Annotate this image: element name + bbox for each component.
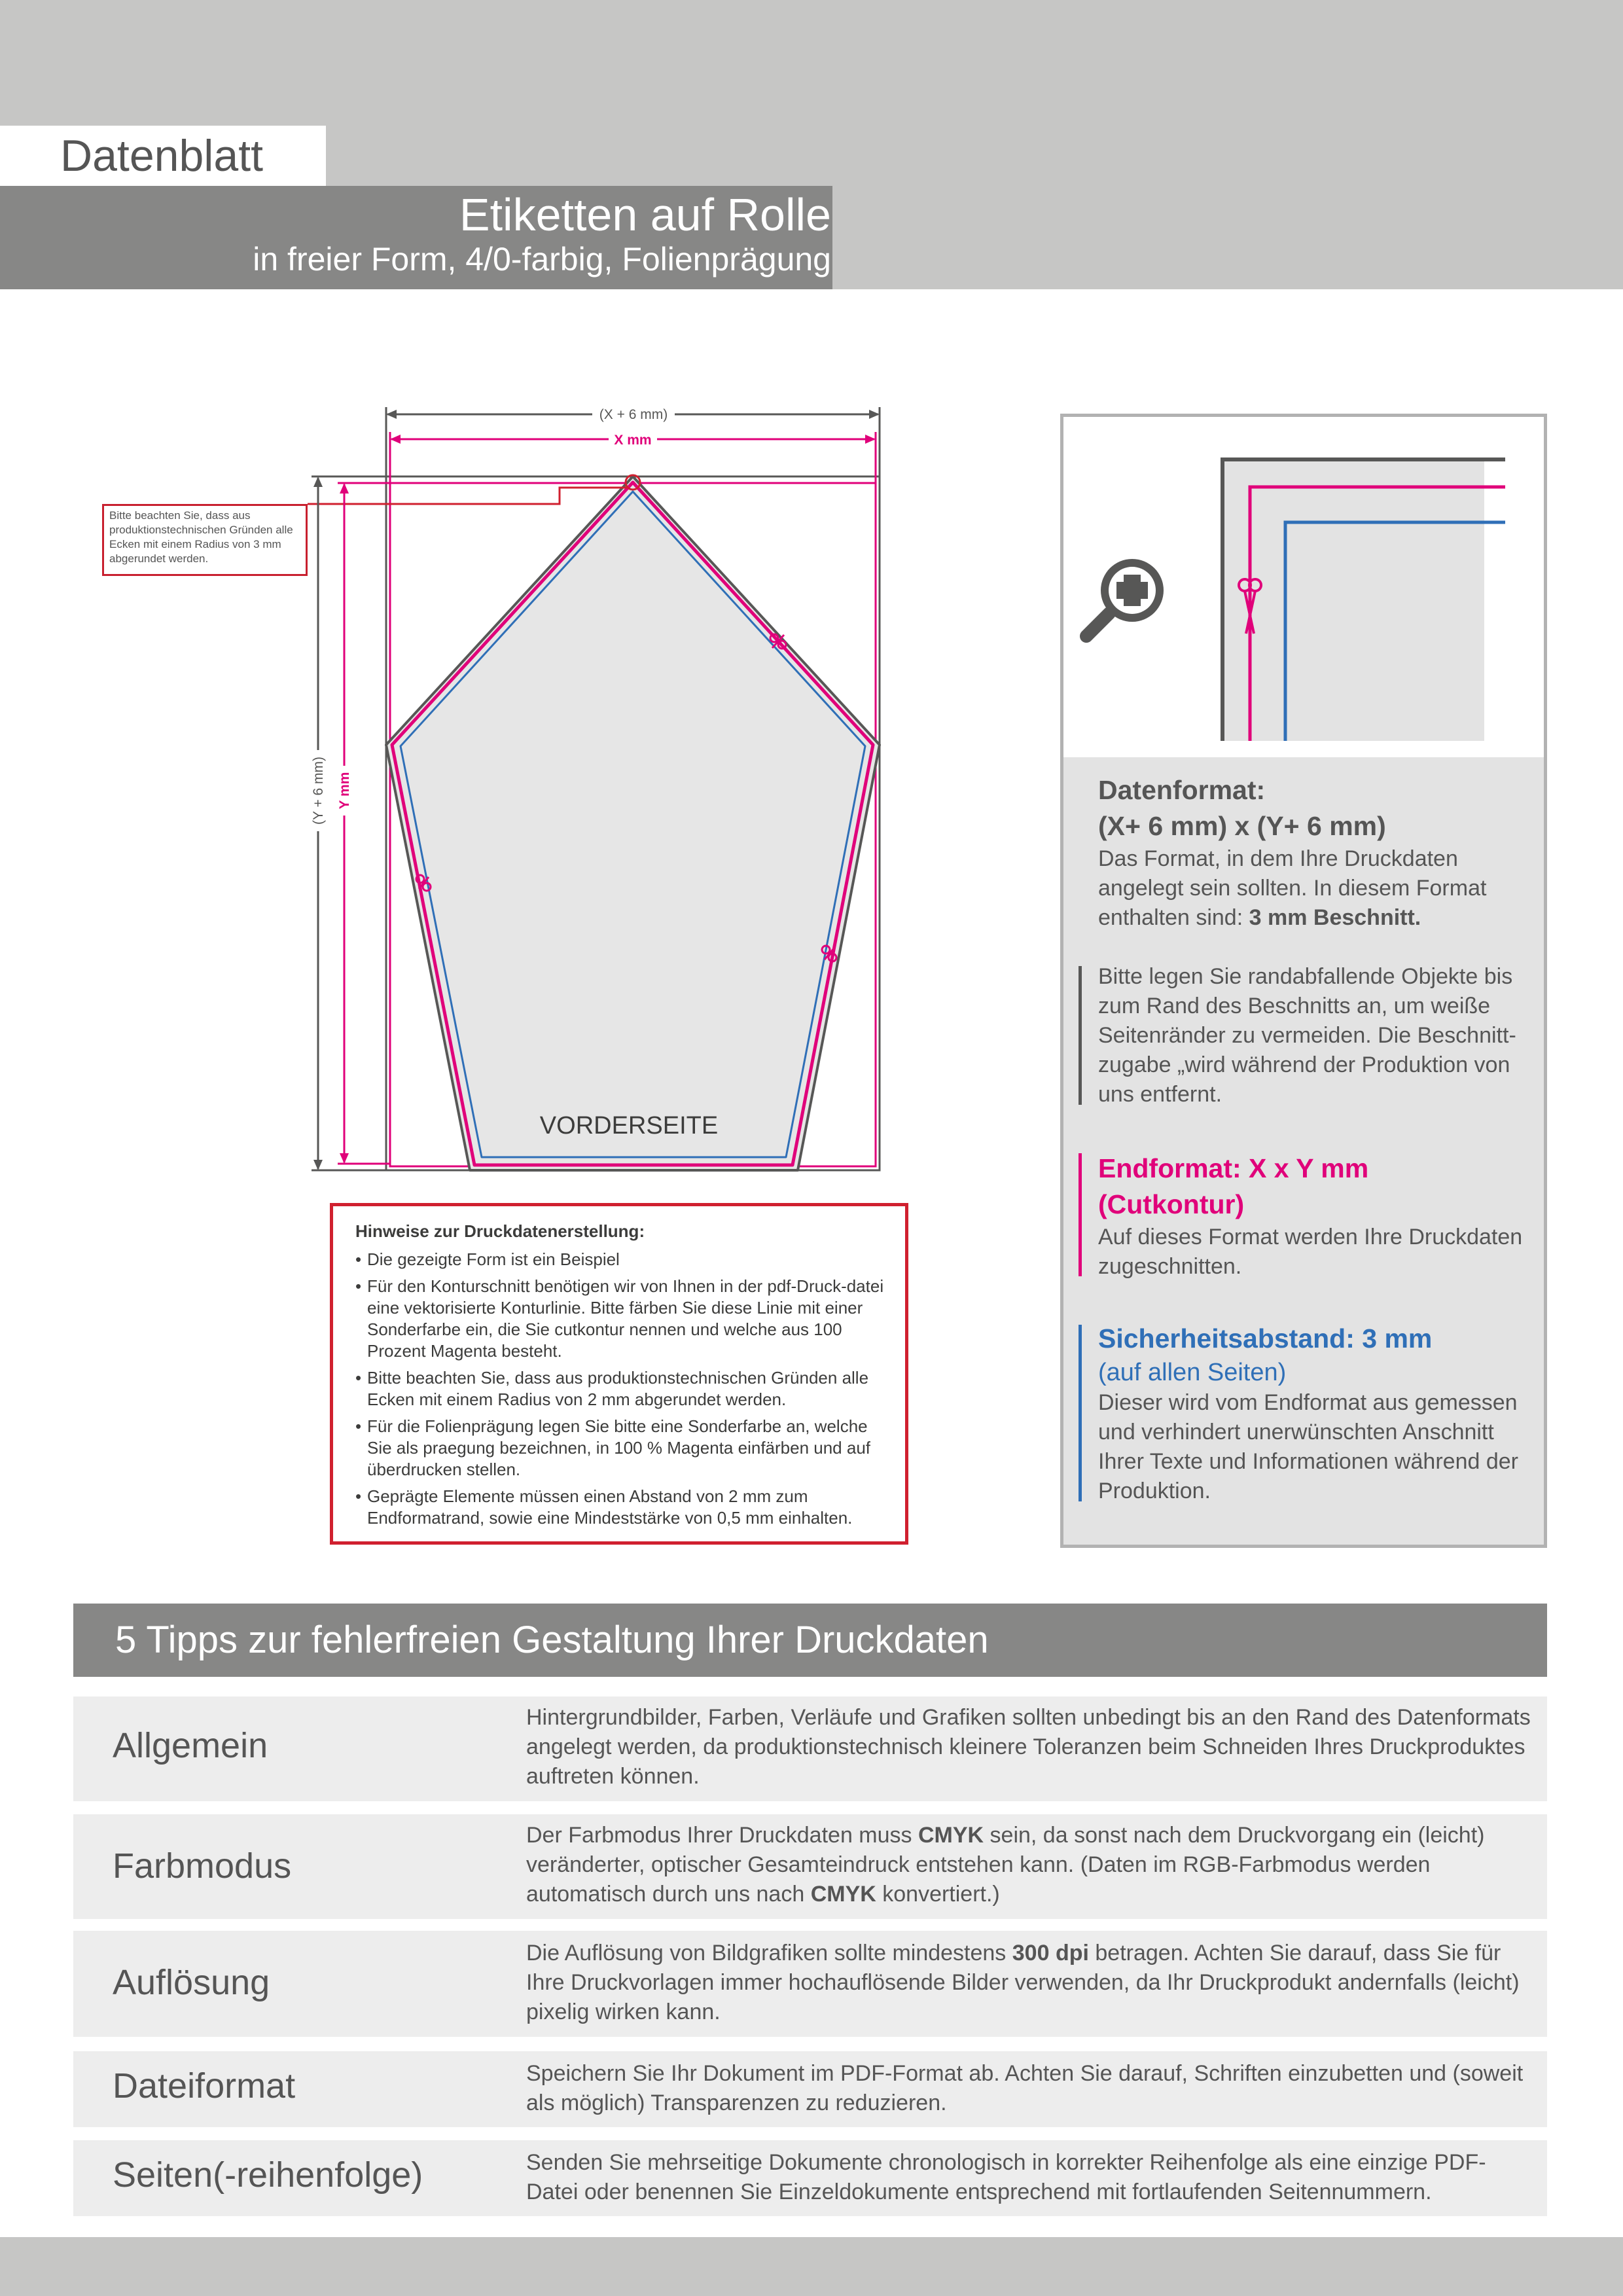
datenformat-text: Das Format, in dem Ihre Druckdaten angelegt sein sollten. In diesem Format enthalten sind: 3 mm Beschnitt. xyxy=(1098,846,1487,930)
page-title: Etiketten auf Rolle xyxy=(459,189,831,240)
table-row xyxy=(73,2051,1547,2127)
tip-label: Farbmodus xyxy=(113,1846,292,1886)
table-row xyxy=(73,1931,1547,2037)
document-label: Datenblatt xyxy=(60,131,263,181)
hints-title: Hinweise zur Druckdatenerstellung: xyxy=(355,1221,645,1241)
tip-text: Senden Sie mehrseitige Dokumente chronologisch in korrekter Reihenfolge als eine einzige PDF-Datei oder benennen Sie Einzeldokumente entsprechend mit fortlaufenden Seitennummern. xyxy=(526,2150,1486,2204)
list-item: • Für die Folienprägung legen Sie bitte eine Sonderfarbe an, welche Sie als praegung bezeichnen, in 100 % Magenta einfärben und auf überdrucken stellen. xyxy=(355,1416,885,1480)
sicherheit-subheading: (auf allen Seiten) xyxy=(1098,1359,1287,1386)
datenformat-block xyxy=(1098,772,1543,933)
note-leader-line xyxy=(308,488,627,504)
endformat-text: Auf dieses Format werden Ihre Druckdaten zugeschnitten. xyxy=(1098,1225,1523,1279)
beschnitt-text: Bitte legen Sie randabfallende Objekte bis zum Rand des Beschnitts an, um weiße Seitenränder zu vermeiden. Die Beschnitt-zugabe „wird während der Produktion von uns entfernt. xyxy=(1098,964,1516,1107)
endformat-block xyxy=(1098,1151,1543,1282)
tip-label: Auflösung xyxy=(113,1963,270,2002)
tip-text: Die Auflösung von Bildgrafiken sollte mindestens 300 dpi betragen. Achten Sie darauf, dass Sie für Ihre Druckvorlagen immer hochauflösende Bilder verwenden, da Ihr Druckprodukt andernfalls (leicht) pixelig wirken kann. xyxy=(526,1941,1520,2024)
hints-box xyxy=(330,1203,908,1545)
list-item: • Die gezeigte Form ist ein Beispiel xyxy=(355,1249,885,1270)
datenformat-size: (X+ 6 mm) x (Y+ 6 mm) xyxy=(1098,811,1386,841)
format-diagram xyxy=(0,380,916,1191)
dim-inner-y: Y mm xyxy=(337,772,352,810)
table-row xyxy=(73,1696,1547,1801)
list-item: • Bitte beachten Sie, dass aus produktionstechnischen Gründen alle Ecken mit einem Radius von 2 mm abgerundet werden. xyxy=(355,1367,885,1410)
shape-label: VORDERSEITE xyxy=(539,1112,719,1139)
sicherheit-heading: Sicherheitsabstand: 3 mm xyxy=(1098,1323,1433,1354)
dim-inner-x: X mm xyxy=(614,433,652,448)
endformat-bar xyxy=(1079,1153,1082,1276)
magnifier-icon xyxy=(1086,559,1164,636)
sicherheit-bar xyxy=(1079,1325,1082,1501)
tip-text: Speichern Sie Ihr Dokument im PDF-Format ab. Achten Sie darauf, Schriften einzubetten und (soweit als möglich) Transparenzen zu reduzieren. xyxy=(526,2061,1524,2115)
sicherheit-text: Dieser wird vom Endformat aus gemessen und verhindert unerwünschten Anschnitt Ihrer Texte und Informationen während der Produktion. xyxy=(1098,1390,1518,1503)
zoom-detail-illustration xyxy=(1060,414,1547,761)
tips-title: 5 Tipps zur fehlerfreien Gestaltung Ihrer Druckdaten xyxy=(115,1619,989,1661)
tip-text: Der Farbmodus Ihrer Druckdaten muss CMYK sein, da sonst nach dem Druckvorgang ein (leicht) veränderter, optischer Gesamteindruck entstehen kann. (Daten im RGB-Farbmodus werden automatisch durch uns nach CMYK konvertiert.) xyxy=(526,1823,1485,1907)
tip-text: Hintergrundbilder, Farben, Verläufe und Grafiken sollten unbedingt bis an den Rand des Datenformats angelegt werden, da produktionstechnisch kleinere Toleranzen beim Schneiden Ihres Druckproduktes auftreten können. xyxy=(526,1705,1531,1789)
sicherheit-block xyxy=(1098,1321,1543,1506)
datenformat-heading: Datenformat: xyxy=(1098,775,1266,805)
list-item: • Für den Konturschnitt benötigen wir von Ihnen in der pdf-Druck-datei eine vektorisierte Konturlinie. Bitte färben Sie diese Linie mit einer Sonderfarbe ein, die Sie cutkontur nennen und welche aus 100 Prozent Magenta besteht. xyxy=(355,1276,885,1362)
dim-outer-y: (Y + 6 mm) xyxy=(311,756,326,825)
endformat-heading: Endformat: X x Y mm xyxy=(1098,1153,1369,1183)
tip-label: Allgemein xyxy=(113,1726,268,1765)
list-item: • Geprägte Elemente müssen einen Abstand von 2 mm zum Endformatrand, sowie eine Mindeststärke von 0,5 mm einhalten. xyxy=(355,1486,885,1529)
pentagon-bleed xyxy=(386,476,880,1170)
hints-list xyxy=(355,1249,885,1529)
tip-label: Seiten(-reihenfolge) xyxy=(113,2155,423,2195)
dim-outer-x: (X + 6 mm) xyxy=(599,407,668,422)
corner-radius-note: Bitte beachten Sie, dass aus produktionstechnischen Gründen alle Ecken mit einem Radius von 3 mm abgerundet werden. xyxy=(102,504,308,576)
endformat-subheading: (Cutkontur) xyxy=(1098,1189,1245,1219)
tip-label: Dateiformat xyxy=(113,2066,296,2106)
footer-band xyxy=(0,2237,1623,2296)
page-subtitle: in freier Form, 4/0-farbig, Folienprägung xyxy=(253,241,831,278)
beschnitt-bar xyxy=(1079,966,1082,1105)
table-row xyxy=(73,1814,1547,1919)
table-row xyxy=(73,2140,1547,2216)
